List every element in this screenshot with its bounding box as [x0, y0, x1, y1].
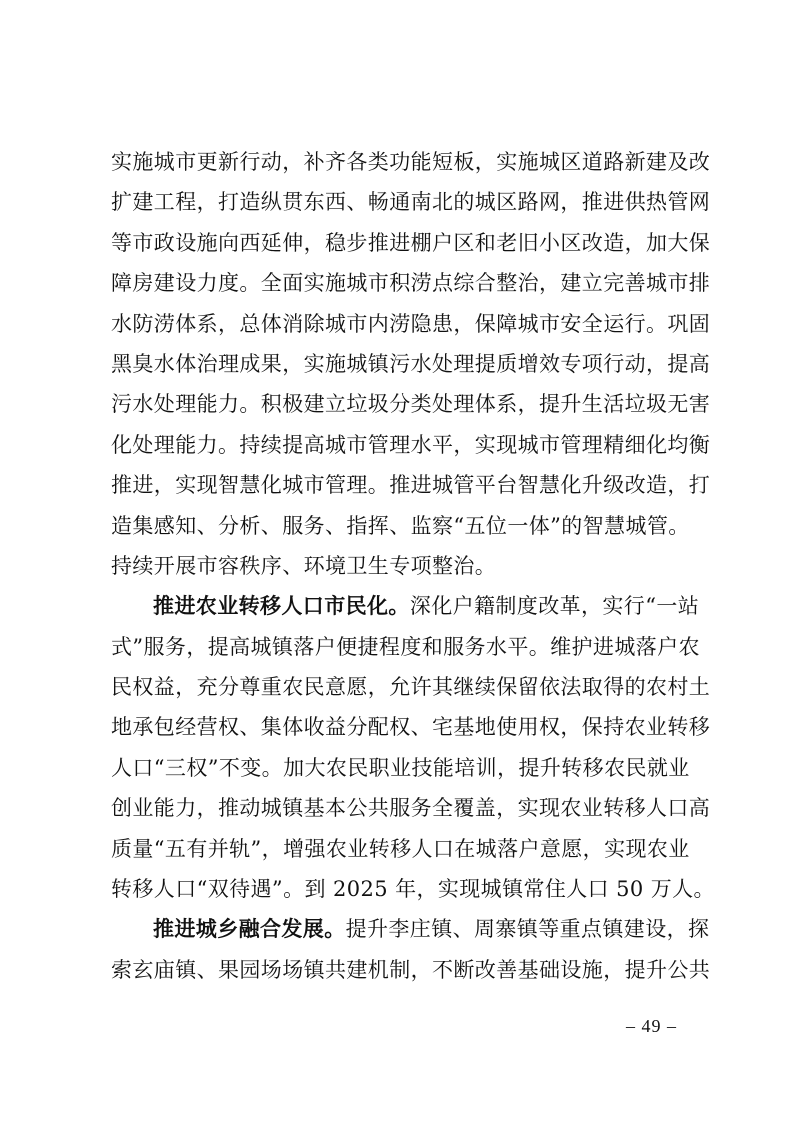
paragraph-heading: 推进城乡融合发展。	[153, 917, 346, 942]
text-line: 推进，实现智慧化城市管理。推进城管平台智慧化升级改造，打	[111, 473, 711, 498]
paragraph-urban-renewal	[111, 142, 711, 586]
text-line: 式”服务，提高城镇落户便捷程度和服务水平。维护进城落户农	[111, 634, 700, 659]
text-run: 深化户籍制度改革，实行“一站	[409, 594, 700, 619]
paragraph-urban-rural-integration	[111, 909, 711, 990]
paragraph-heading: 推进农业转移人口市民化。	[153, 594, 410, 619]
text-line: 质量“五有并轨”，增强农业转移人口在城落户意愿，实现农业	[111, 836, 690, 861]
text-line: 污水处理能力。积极建立垃圾分类处理体系，提升生活垃圾无害	[111, 392, 711, 417]
text-line: 黑臭水体治理成果，实施城镇污水处理提质增效专项行动，提高	[111, 351, 711, 376]
text-line: 障房建设力度。全面实施城市积涝点综合整治，建立完善城市排	[111, 271, 711, 296]
text-line: 化处理能力。持续提高城市管理水平，实现城市管理精细化均衡	[111, 432, 711, 457]
text-line: 等市政设施向西延伸，稳步推进棚户区和老旧小区改造，加大保	[111, 230, 711, 255]
text-line: 实施城市更新行动，补齐各类功能短板，实施城区道路新建及改	[111, 150, 711, 174]
text-line: 人口“三权”不变。加大农民职业技能培训，提升转移农民就业	[111, 755, 690, 780]
text-line: 水防涝体系，总体消除城市内涝隐患，保障城市安全运行。巩固	[111, 311, 711, 336]
text-line: 地承包经营权、集体收益分配权、宅基地使用权，保持农业转移	[111, 715, 711, 740]
text-run: 提升李庄镇、周寨镇等重点镇建设，探	[345, 917, 710, 942]
paragraph-first-line	[111, 909, 710, 949]
paragraph-citizenization	[111, 586, 715, 909]
page-number: – 49 –	[626, 1016, 677, 1036]
text-line: 民权益，充分尊重农民意愿，允许其继续保留依法取得的农村土	[111, 675, 711, 700]
text-line: 创业能力，推动城镇基本公共服务全覆盖，实现农业转移人口高	[111, 796, 711, 821]
paragraph-first-line	[111, 586, 700, 626]
text-line: 持续开展市容秩序、环境卫生专项整治。	[111, 553, 497, 578]
text-line: 造集感知、分析、服务、指挥、监察“五位一体”的智慧城管。	[111, 513, 690, 538]
text-line: 索玄庙镇、果园场场镇共建机制，不断改善基础设施，提升公共	[111, 957, 711, 982]
text-line: 扩建工程，打造纵贯东西、畅通南北的城区路网，推进供热管网	[111, 190, 711, 215]
body-text	[111, 142, 715, 990]
text-line: 转移人口“双待遇”。到 2025 年，实现城镇常住人口 50 万人。	[111, 877, 715, 902]
